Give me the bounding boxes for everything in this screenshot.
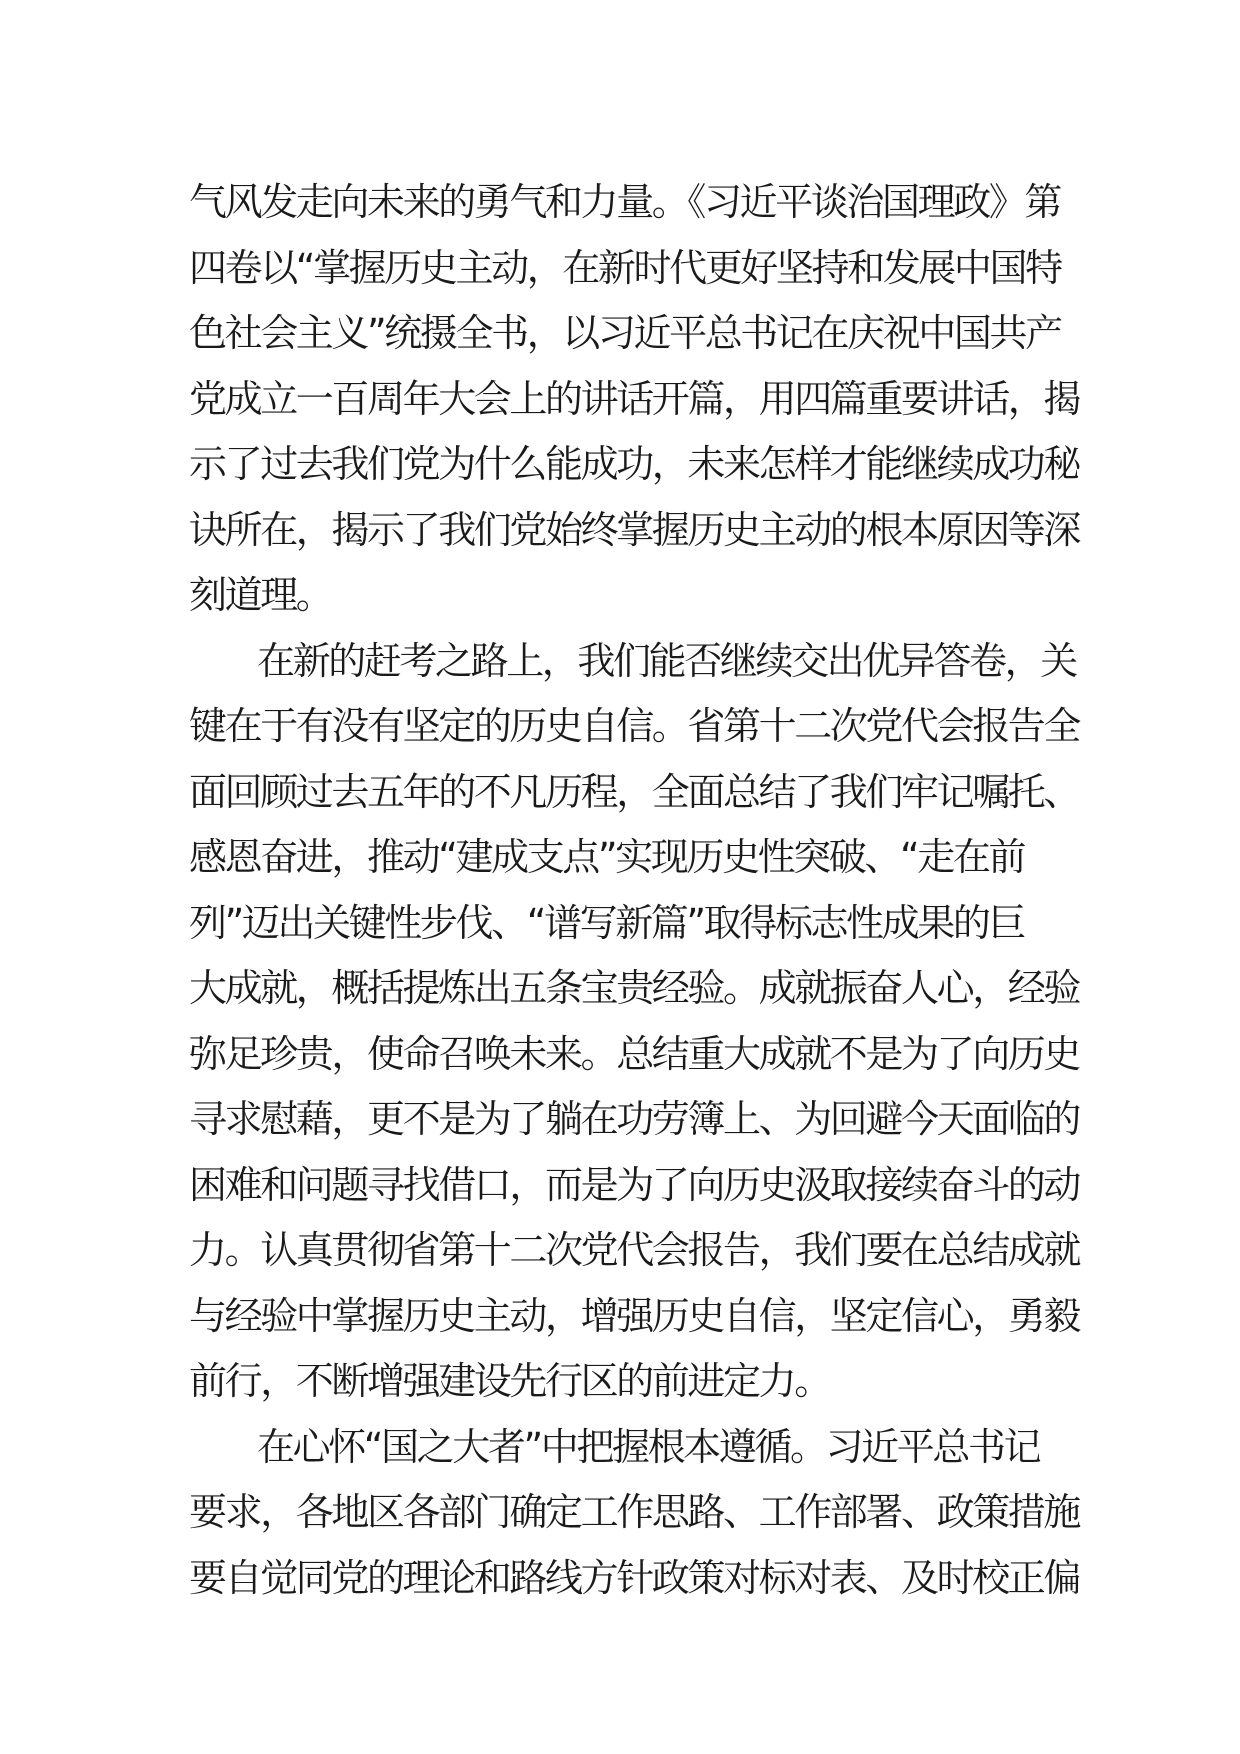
text-line: 大成就，概括提炼出五条宝贵经验。成就振奋人心，经验	[189, 966, 1080, 1010]
text-line: 弥足珍贵，使命召唤未来。总结重大成就不是为了向历史	[189, 1031, 1080, 1076]
text-line: 四卷以“掌握历史主动，在新时代更好坚持和发展中国特	[189, 245, 1061, 290]
text-line: 键在于有没有坚定的历史自信。省第十二次党代会报告全	[189, 704, 1080, 748]
text-line: 感恩奋进，推动“建成支点”实现历史性突破、“走在前	[189, 835, 1025, 879]
text-line: 困难和问题寻找借口，而是为了向历史汲取接续奋斗的动	[189, 1162, 1080, 1207]
text-line: 党成立一百周年大会上的讲话开篇，用四篇重要讲话，揭	[189, 376, 1080, 421]
paragraph-first-line: 在心怀“国之大者”中把握根本遵循。习近平总书记	[257, 1424, 1040, 1469]
text-line: 色社会主义”统摄全书，以习近平总书记在庆祝中国共产	[189, 311, 1061, 355]
text-line: 要自觉同党的理论和路线方针政策对标对表、及时校正偏	[189, 1555, 1080, 1600]
text-line: 前行，不断增强建设先行区的前进定力。	[189, 1359, 830, 1403]
text-line: 刻道理。	[189, 573, 332, 617]
text-line: 气风发走向未来的勇气和力量。《习近平谈治国理政》第	[189, 180, 1061, 224]
text-line: 要求，各地区各部门确定工作思路、工作部署、政策措施	[189, 1490, 1080, 1534]
text-line: 寻求慰藉，更不是为了躺在功劳簿上、为回避今天面临的	[189, 1097, 1080, 1141]
text-line: 列”迈出关键性步伐、“谱写新篇”取得标志性成果的巨	[189, 900, 1025, 945]
text-line: 诀所在，揭示了我们党始终掌握历史主动的根本原因等深	[189, 507, 1080, 552]
body-text	[189, 170, 1080, 1611]
text-line: 示了过去我们党为什么能成功，未来怎样才能继续成功秘	[189, 442, 1080, 486]
text-line: 力。认真贯彻省第十二次党代会报告，我们要在总结成就	[189, 1228, 1080, 1272]
text-line: 与经验中掌握历史主动，增强历史自信，坚定信心，勇毅	[189, 1293, 1080, 1338]
text-line: 面回顾过去五年的不凡历程，全面总结了我们牢记嘱托、	[189, 769, 1080, 814]
paragraph-first-line: 在新的赶考之路上，我们能否继续交出优异答卷，关	[257, 638, 1076, 683]
